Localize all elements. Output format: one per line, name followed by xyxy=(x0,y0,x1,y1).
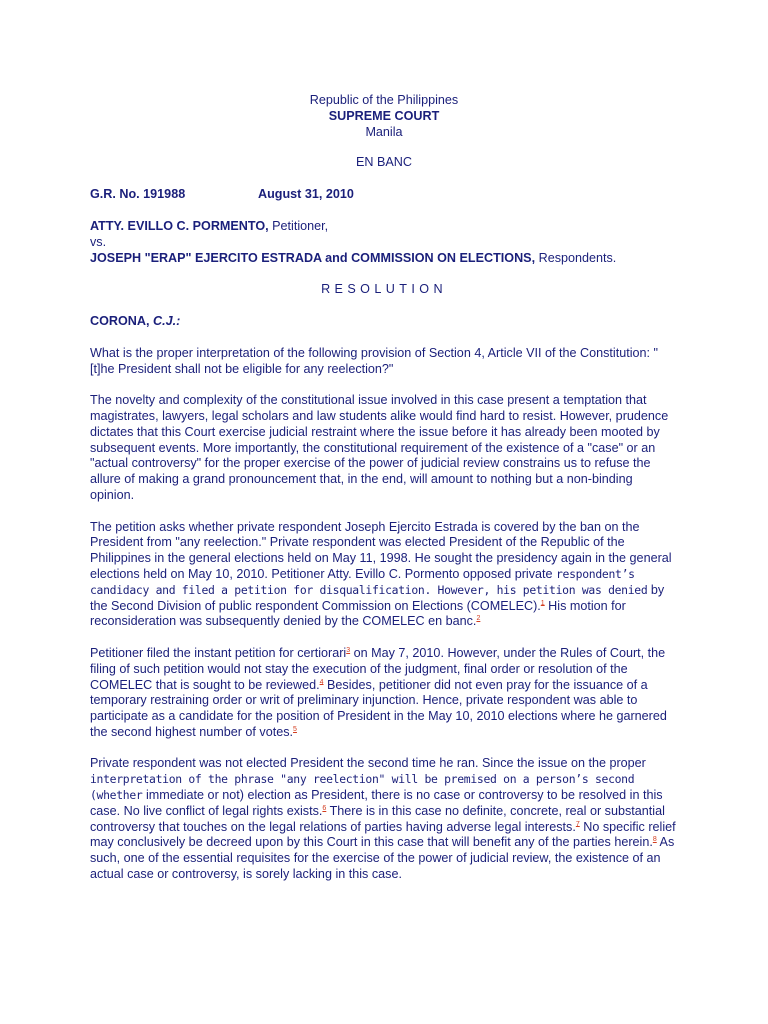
ponente-line xyxy=(90,314,690,330)
paragraph-text: The petition asks whether private respondent Joseph Ejercito Estrada is covered by the ban on the President from "any reelection." Private respondent was elected President of the Republic of the Philippines in the general elections held on May 11, 1998. He sought the presidency again in the general elections held on May 10, 2010. Petitioner Atty. Evillo C. Pormento opposed private xyxy=(90,519,672,581)
case-parties xyxy=(90,219,690,266)
paragraph-judicial-restraint: The novelty and complexity of the constitutional issue involved in this case present a temptation that magistrates, lawyers, legal scholars and law students alike would find hard to resist. However, prudence dictates that this Court exercise judicial restraint where the issue before it has already been mooted by subsequent events. More importantly, the constitutional requirement of the existence of a "case" or an "actual controversy" for the proper exercise of the power of judicial review constrains us to refuse the allure of making a grand pronouncement that, in the end, will amount to nothing but a non-binding opinion. xyxy=(90,393,669,502)
paragraph-text: Private respondent was not elected President the second time he ran. Since the issue on the proper xyxy=(90,756,646,771)
paragraph-petition xyxy=(90,646,680,741)
footnote-link-1[interactable]: 1 xyxy=(540,599,545,607)
paragraph-text: His motion for reconsideration was subsequently denied by the COMELEC en banc. xyxy=(90,598,626,629)
paragraph-question: What is the proper interpretation of the following provision of Section 4, Article VII of the Constitution: "[t]he President shall not be eligible for any reelection?" xyxy=(90,345,658,376)
ponente-name: CORONA, xyxy=(90,314,150,329)
paragraph-text: Besides, petitioner did not even pray for the issuance of a temporary restraining order or writ of preliminary injunction. Hence, private respondent was able to participate as a candidate for the position of President in the May 10, 2010 elections where he garnered the second highest number of votes. xyxy=(90,677,667,739)
paragraph-text: respondent’s candidacy and filed a petition for disqualification. However, his petition was denied xyxy=(90,566,648,597)
paragraph-text: Petitioner filed the instant petition for certiorari xyxy=(90,645,347,660)
footnote-link-8[interactable]: 8 xyxy=(652,836,657,844)
paragraph-text: No specific relief may conclusively be decreed upon by this Court in this case that will benefit any of the parties herein. xyxy=(90,819,676,850)
paragraph-mootness xyxy=(90,756,680,882)
paragraph-text: on May 7, 2010. However, under the Rules of Court, the filing of such petition would not stay the execution of the judgment, final order or resolution of the COMELEC that is sought to be reviewed. xyxy=(90,645,666,692)
ponente-title: C.J.: xyxy=(149,314,181,329)
court-city: Manila xyxy=(365,124,403,139)
footnote-link-7[interactable]: 7 xyxy=(575,820,580,828)
division-label: EN BANC xyxy=(356,155,412,170)
paragraph-text: As such, one of the essential requisites for the exercise of the power of judicial review, the existence of an actual case or controversy, is sorely lacking in this case. xyxy=(90,835,675,882)
versus-label: vs. xyxy=(90,234,107,249)
footnote-link-3[interactable]: 3 xyxy=(346,646,351,654)
paragraph-text: by the Second Division of public respondent Commission on Elections (COMELEC). xyxy=(90,582,665,613)
resolution-title: RESOLUTION xyxy=(321,282,447,297)
petitioner-role: Petitioner, xyxy=(268,218,329,233)
footnote-link-2[interactable]: 2 xyxy=(476,615,481,623)
footnote-link-6[interactable]: 6 xyxy=(322,804,327,812)
decision-date: August 31, 2010 xyxy=(258,187,354,202)
document-page xyxy=(90,93,690,883)
court-header xyxy=(90,93,678,140)
respondents-role: Respondents. xyxy=(535,250,617,265)
court-name: SUPREME COURT xyxy=(328,108,440,123)
respondents-name: JOSEPH "ERAP" EJERCITO ESTRADA and COMMISSION ON ELECTIONS, xyxy=(90,250,536,265)
republic-line: Republic of the Philippines xyxy=(309,93,459,107)
gr-number: G.R. No. 191988 xyxy=(90,187,186,202)
petitioner-line xyxy=(90,219,690,235)
paragraph-text: interpretation of the phrase "any reelection" will be premised on a person’s second (whether xyxy=(90,772,635,803)
respondents-line xyxy=(90,251,690,267)
paragraph-text: immediate or not) election as President, there is no case or controversy to be resolved in this case. No live conflict of legal rights exists. xyxy=(90,788,663,818)
paragraph-text: There is in this case no definite, concrete, real or substantial controversy that touches on the legal relations of parties having adverse legal interests. xyxy=(90,803,665,834)
petitioner-name: ATTY. EVILLO C. PORMENTO, xyxy=(90,218,269,233)
paragraph-background xyxy=(90,520,680,631)
footnote-link-5[interactable]: 5 xyxy=(293,725,297,733)
case-number-line xyxy=(90,187,690,203)
footnote-link-4[interactable]: 4 xyxy=(319,678,324,686)
